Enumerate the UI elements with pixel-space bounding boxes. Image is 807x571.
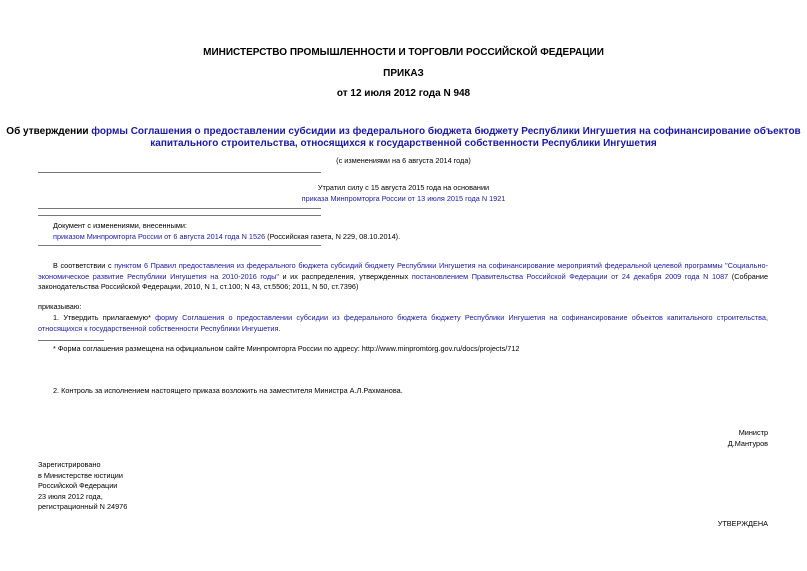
divider: [38, 172, 321, 173]
divider: [38, 245, 321, 246]
changes-note: [53, 221, 413, 242]
approved-stamp: УТВЕРЖДЕНА: [717, 519, 768, 528]
registration-line: в Министерстве юстиции: [38, 470, 123, 480]
title-link-line1[interactable]: формы Соглашения о предоставлении субсидии из федерального бюджета бюджету Республики Ингушетия на софинансирование объектов: [91, 126, 801, 137]
document-title: [0, 126, 807, 150]
registration-line: 23 июля 2012 года,: [38, 491, 103, 501]
title-link-line2[interactable]: капитального строительства, относящихся к государственной собственности Республики Ингушетия: [150, 138, 657, 149]
expiry-line1: Утратил силу с 15 августа 2015 года на основании: [317, 183, 490, 192]
preamble-text: (Собрание законодательства Российской Федерации, 2010, N 1, ст.100; N 43, ст.5506; 2011, N 50, ст.7396): [38, 271, 769, 291]
signature-position: Министр: [738, 428, 768, 437]
preamble-text: и их распределения, утвержденных: [278, 271, 412, 281]
registration-line: Зарегистрировано: [38, 460, 101, 469]
expiry-link[interactable]: приказа Минпромторга России от 13 июля 2015 года N 1921: [301, 193, 506, 203]
preamble-text: В соответствии с: [53, 261, 115, 270]
signature-block: [728, 428, 768, 449]
item-1-text: .: [278, 323, 281, 333]
form-link[interactable]: форму Соглашения о предоставлении субсидии из федерального бюджета бюджету Республики Ингушетия на софинансирование объектов капитального строительства, относящихся к государственной собственности Республики Ингушетия: [38, 313, 768, 333]
divider: [38, 208, 321, 209]
changes-link[interactable]: приказом Минпромторга России от 6 августа 2014 года N 1526: [53, 231, 266, 241]
registration-line: регистрационный N 24976: [38, 502, 128, 511]
order-word: приказываю:: [38, 302, 82, 311]
title-prefix: Об утверждении: [6, 126, 92, 137]
resolution-link[interactable]: постановлением Правительства Российской Федерации от 24 декабря 2009 года N 1087: [411, 271, 729, 281]
doc-type-heading: ПРИКАЗ: [383, 68, 424, 79]
registration-line: Российской Федерации: [38, 481, 118, 490]
doc-date-number: от 12 июля 2012 года N 948: [336, 88, 471, 99]
rules-link[interactable]: пунктом 6 Правил предоставления из федерального бюджета субсидий бюджету Республики Ингушетия на софинансирование мероприятий федеральной целевой программы "Социально-экономическое развитие Республики Ингушетия на 2010-2016 годы": [38, 261, 768, 281]
preamble-paragraph: [38, 261, 768, 293]
changes-label: Документ с изменениями, внесенными:: [53, 221, 187, 230]
registration-block: [38, 460, 127, 513]
footnote: * Форма соглашения размещена на официальном сайте Минпромторга России по адресу: http://www.minpromtorg.gov.ru/docs/projects/712: [53, 344, 520, 353]
changes-source: (Российская газета, N 229, 08.10.2014).: [265, 231, 401, 241]
item-1-text: 1. Утвердить прилагаемую*: [53, 313, 156, 322]
item-1: [38, 313, 768, 334]
divider: [38, 215, 321, 216]
footnote-divider: [38, 340, 104, 341]
signature-name: Д.Мантуров: [727, 438, 768, 448]
revision-note: (с изменениями на 6 августа 2014 года): [336, 156, 471, 165]
ministry-heading: МИНИСТЕРСТВО ПРОМЫШЛЕННОСТИ И ТОРГОВЛИ РОССИЙСКОЙ ФЕДЕРАЦИИ: [203, 47, 604, 58]
expiry-note: [0, 183, 807, 204]
item-2: 2. Контроль за исполнением настоящего приказа возложить на заместителя Министра А.Л.Рахманова.: [53, 386, 403, 395]
